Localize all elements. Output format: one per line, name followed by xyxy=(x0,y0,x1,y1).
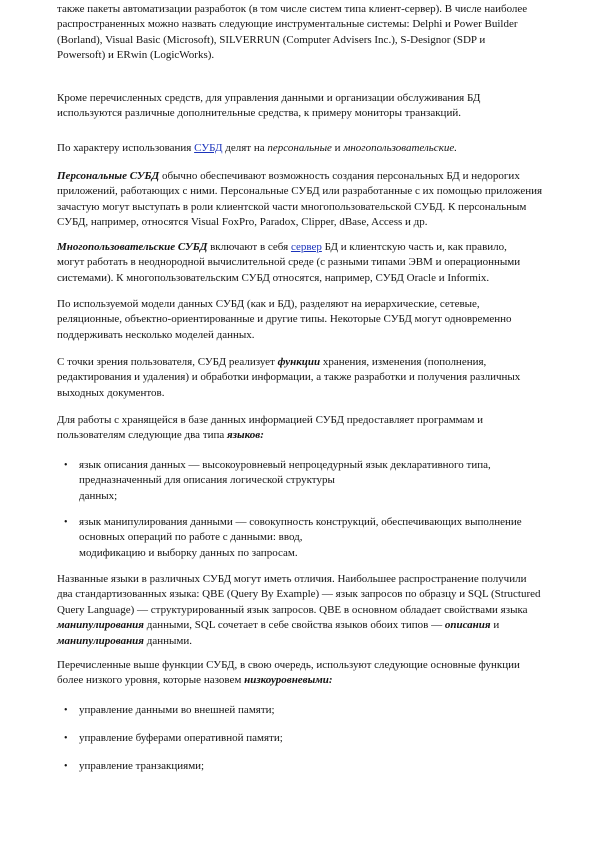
text-line xyxy=(57,240,547,255)
text-run: данными, SQL сочетает в себе свойства языков обоих типов — xyxy=(143,619,445,632)
term-description: описания xyxy=(444,619,491,632)
text-line: Для работы с хранящейся в базе данных информацией СУБД предоставляет программам и xyxy=(57,414,484,426)
text-line: также пакеты автоматизации разработок (в том числе систем типа клиент-сервер). В числе наиболее xyxy=(57,3,528,15)
term-languages: языков: xyxy=(227,429,264,442)
paragraph-multiuser-dbms xyxy=(57,240,547,286)
text-run: более низкого уровня, которые назовем xyxy=(57,674,245,687)
text-run: данными. xyxy=(143,634,192,647)
list-item-text xyxy=(79,458,549,504)
text-line: предназначенный для описания логической структуры xyxy=(79,474,335,487)
text-line: могут работать в неоднородной вычислительной среде (с разными типами ЭВМ и операционными xyxy=(57,256,521,269)
text-run: обычно обеспечивают возможность создания персональных БД и недорогих xyxy=(159,170,520,182)
text-line xyxy=(57,634,547,649)
text-line: используются различные дополнительные средства, к примеру мониторы транзакций. xyxy=(57,107,461,120)
text-line: управление буферами оперативной памяти; xyxy=(79,732,283,744)
text-line: язык описания данных — высокоуровневый непроцедурный язык декларативного типа, xyxy=(79,459,491,471)
emphasis-personal: персональные xyxy=(267,142,332,154)
text-line: По используемой модели данных СУБД (как и БД), разделяют на иерархические, сетевые, xyxy=(57,298,480,310)
text-run: включают в себя xyxy=(207,241,291,253)
text-line: язык манипулирования данными — совокупность конструкций, обеспечивающих выполнение xyxy=(79,516,522,528)
paragraph-personal-dbms xyxy=(57,169,547,231)
text-line: Перечисленные выше функции СУБД, в свою очередь, используют следующие основные функции xyxy=(57,659,520,671)
paragraph-data-models xyxy=(57,297,547,343)
list-item-text xyxy=(79,703,549,718)
list-item-text xyxy=(79,759,549,774)
text-line xyxy=(57,618,547,633)
term-functions: функции xyxy=(277,356,321,368)
bullet-icon: • xyxy=(64,517,68,528)
text-run: БД и клиентскую часть и, как правило, xyxy=(321,241,507,253)
emphasis-multiuser: многопользовательские. xyxy=(343,142,457,154)
text-run: С точки зрения пользователя, СУБД реализует xyxy=(57,356,278,368)
text-line xyxy=(57,673,547,688)
text-line: основных операций по работе с данными: ввод, xyxy=(79,531,303,544)
text-line: управление транзакциями; xyxy=(79,760,205,772)
text-run: пользователям следующие два типа xyxy=(57,429,228,442)
text-line: приложений, работающих с ними. Персональные СУБД или разработанные с их помощью приложения xyxy=(57,185,543,198)
text-run: и xyxy=(331,142,344,154)
text-line: два стандартизованных языка: QBE (Query By Example) — язык запросов по образцу и SQL (Structured xyxy=(57,588,541,601)
text-line xyxy=(57,428,547,443)
bullet-icon: • xyxy=(64,733,68,744)
text-line: зачастую могут выступать в роли клиентской части многопользовательской СУБД. К персональным xyxy=(57,200,527,213)
list-item-text xyxy=(79,515,549,561)
bullet-icon: • xyxy=(64,761,68,772)
term-low-level: низкоуровневыми: xyxy=(244,674,333,687)
text-line: (Borland), Visual Basic (Microsoft), SILVERRUN (Computer Advisers Inc.), S-Designor (SDP и xyxy=(57,33,486,46)
bullet-icon: • xyxy=(64,705,68,716)
text-run: хранения, изменения (пополнения, xyxy=(320,356,487,368)
paragraph-qbe-sql xyxy=(57,572,547,649)
paragraph-additional-tools xyxy=(57,91,547,122)
text-line: распространенных можно назвать следующие инструментальные системы: Delphi и Power Builder xyxy=(57,18,518,31)
text-line xyxy=(57,355,547,370)
text-line xyxy=(57,169,547,184)
text-run: и xyxy=(490,619,500,632)
text-line: СУБД, например, относятся Visual FoxPro, Paradox, Clipper, dBase, Access и др. xyxy=(57,216,428,229)
text-line: Powersoft) и ERwin (LogicWorks). xyxy=(57,49,215,62)
dbms-link[interactable]: СУБД xyxy=(194,142,223,154)
text-line: модификацию и выборку данных по запросам. xyxy=(79,546,298,559)
text-line: редактирования и удаления) и обработки информации, а также разработки и получения различных xyxy=(57,371,521,384)
paragraph-dev-tools xyxy=(57,2,547,64)
paragraph-language-types xyxy=(57,413,547,444)
paragraph-low-level-functions xyxy=(57,658,547,689)
list-item-text xyxy=(79,731,549,746)
paragraph-dbms-usage xyxy=(57,141,547,156)
term-multiuser-dbms: Многопользовательские СУБД xyxy=(57,241,208,253)
text-line: данных; xyxy=(79,489,118,502)
text-line: Названные языки в различных СУБД могут иметь отличия. Наибольшее распространение получили xyxy=(57,573,527,585)
text-line: управление данными во внешней памяти; xyxy=(79,704,275,716)
text-run: делят на xyxy=(222,142,268,154)
bullet-icon: • xyxy=(64,460,68,471)
text-line: выходных документов. xyxy=(57,386,165,399)
text-run: По характеру использования xyxy=(57,142,195,154)
paragraph-dbms-functions xyxy=(57,355,547,401)
text-line: поддерживать несколько моделей данных. xyxy=(57,328,255,341)
term-manipulation: манипулирования xyxy=(57,619,144,632)
text-line: Кроме перечисленных средств, для управления данными и организации обслуживания БД xyxy=(57,92,481,104)
text-line xyxy=(57,141,547,156)
server-link[interactable]: сервер xyxy=(290,241,322,253)
text-line: системами). К многопользовательским СУБД относятся, например, СУБД Oracle и Informix. xyxy=(57,271,490,284)
text-line: реляционные, объектно-ориентированные и другие типы. Некоторые СУБД могут одновременно xyxy=(57,313,512,326)
term-manipulation: манипулирования xyxy=(57,634,144,647)
term-personal-dbms: Персональные СУБД xyxy=(57,170,160,182)
text-line: Query Language) — структурированный язык запросов. QBE в основном обладает свойствами языка xyxy=(57,603,528,616)
